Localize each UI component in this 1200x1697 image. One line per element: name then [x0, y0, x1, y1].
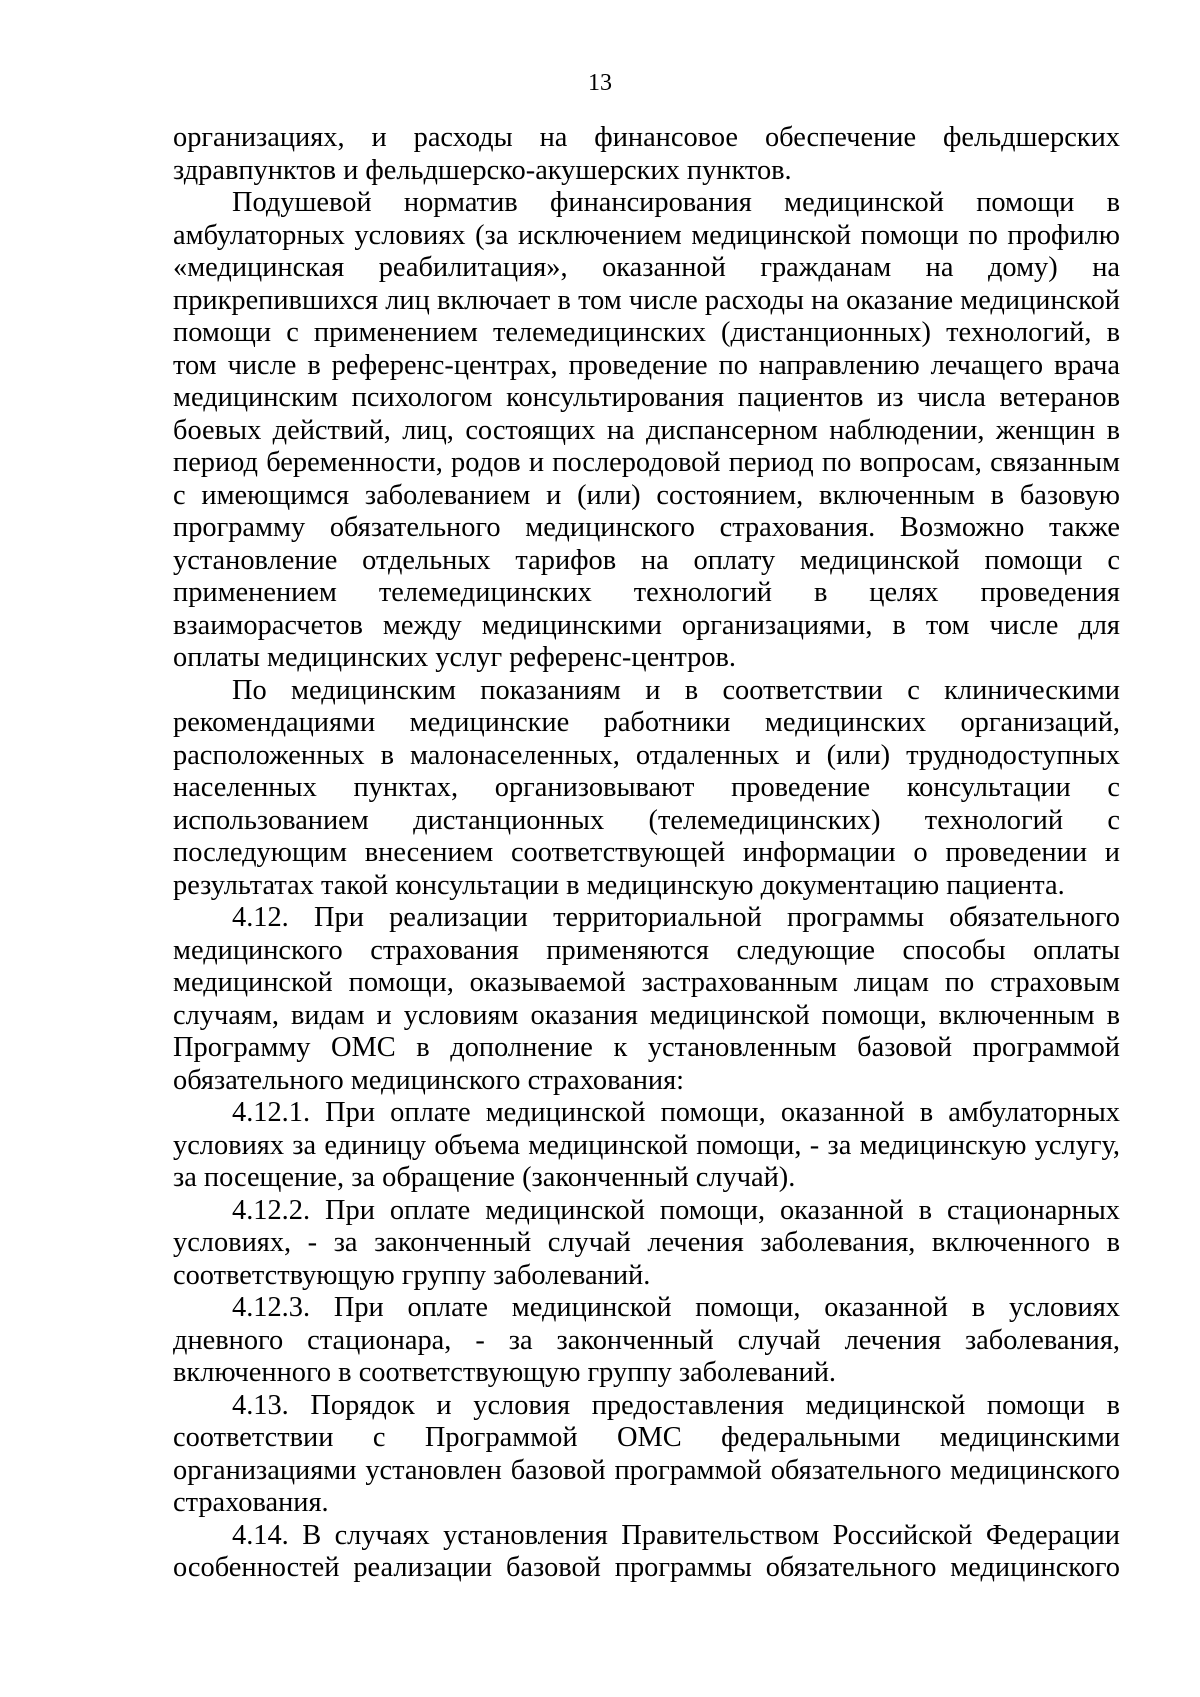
paragraph-telemedicine-consultations: По медицинским показаниям и в соответствии с клиническими рекомендациями медицинские работники медицинских организаций, расположенных в малонаселенных, отдаленных и (или) труднодоступных населенных пунктах, организовывают проведение консультации с использованием дистанционных (телемедицинских) технологий с последующим внесением соответствующей информации о проведении и результатах такой консультации в медицинскую документацию пациента. [173, 674, 1120, 901]
paragraph-continuation: организациях, и расходы на финансовое обеспечение фельдшерских здравпунктов и фельдшерско-акушерских пунктов. [173, 122, 1120, 186]
document-body [173, 122, 1120, 1585]
paragraph-4-12-1: 4.12.1. При оплате медицинской помощи, оказанной в амбулаторных условиях за единицу объема медицинской помощи, - за медицинскую услугу, за посещение, за обращение (законченный случай). [173, 1097, 1120, 1193]
page-number: 13 [588, 70, 612, 96]
paragraph-4-12: 4.12. При реализации территориальной программы обязательного медицинского страхования применяются следующие способы оплаты медицинской помощи, оказываемой застрахованным лицам по страховым случаям, видам и условиям оказания медицинской помощи, включенным в Программу ОМС в дополнение к установленным базовой программой обязательного медицинского страхования: [173, 902, 1120, 1096]
paragraph-4-12-2: 4.12.2. При оплате медицинской помощи, оказанной в стационарных условиях, - за законченный случай лечения заболевания, включенного в соответствующую группу заболеваний. [173, 1194, 1120, 1291]
paragraph-4-14: 4.14. В случаях установления Правительством Российской Федерации особенностей реализации базовой программы обязательного медицинского [173, 1519, 1120, 1583]
paragraph-4-12-3: 4.12.3. При оплате медицинской помощи, оказанной в условиях дневного стационара, - за законченный случай лечения заболевания, включенного в соответствующую группу заболеваний. [173, 1292, 1120, 1388]
paragraph-4-13: 4.13. Порядок и условия предоставления медицинской помощи в соответствии с Программой ОМС федеральными медицинскими организациями установлен базовой программой обязательного медицинского страхования. [173, 1389, 1120, 1518]
paragraph-per-capita-standard: Подушевой норматив финансирования медицинской помощи в амбулаторных условиях (за исключением медицинской помощи по профилю «медицинская реабилитация», оказанной гражданам на дому) на прикрепившихся лиц включает в том числе расходы на оказание медицинской помощи с применением телемедицинских (дистанционных) технологий, в том числе в референс-центрах, проведение по направлению лечащего врача медицинским психологом консультирования пациентов из числа ветеранов боевых действий, лиц, состоящих на диспансерном наблюдении, женщин в период беременности, родов и послеродовой период по вопросам, связанным с имеющимся заболеванием и (или) состоянием, включенным в базовую программу обязательного медицинского страхования. Возможно также установление отдельных тарифов на оплату медицинской помощи с применением телемедицинских технологий в целях проведения взаиморасчетов между медицинскими организациями, в том числе для оплаты медицинских услуг референс-центров. [173, 187, 1120, 673]
